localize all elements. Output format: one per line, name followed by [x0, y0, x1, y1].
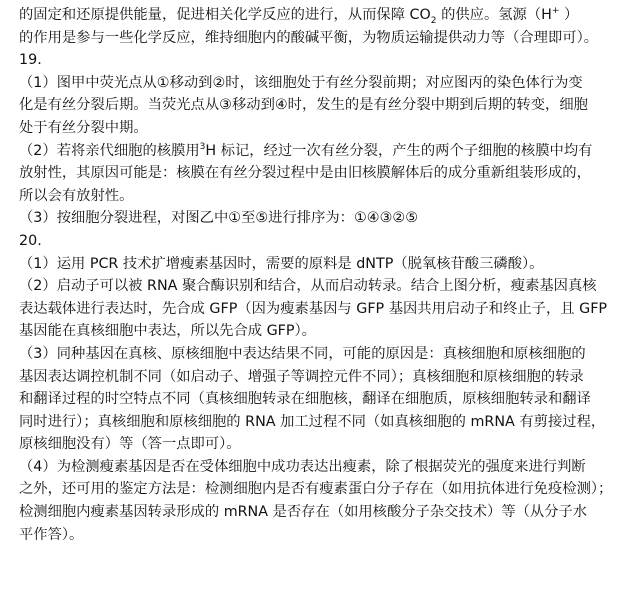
text-line: （1）运用 PCR 技术扩增瘦素基因时，需要的原料是 dNTP（脱氧核苷酸三磷酸）。	[19, 255, 544, 272]
text-line: 表达载体进行表达时，先合成 GFP（因为瘦素基因与 GFP 基因共用启动子和终止子，且 GFP	[19, 300, 608, 317]
superscript: +	[551, 6, 560, 17]
text-line: 检测细胞内瘦素基因转录形成的 mRNA 是否存在（如用核酸分子杂交技术）等（从分子水	[19, 504, 588, 521]
text-line: 基因表达调控机制不同（如启动子、增强子等调控元件不同）；真核细胞和原核细胞的转录	[19, 368, 584, 385]
text-line: （2）若将亲代细胞的核膜用$^3$H 标记，经过一次有丝分裂，产生的两个子细胞的核膜中均有	[19, 141, 593, 159]
continued-paragraph	[19, 4, 628, 49]
question-19	[19, 49, 628, 230]
text-line: 同时进行）；真核细胞和原核细胞的 RNA 加工过程不同（如真核细胞的 mRNA 有剪接过程，	[19, 413, 606, 430]
text-line: 和翻译过程的时空特点不同（真核细胞转录在细胞核，翻译在细胞质，原核细胞转录和翻译	[19, 391, 591, 408]
text-line: 处于有丝分裂中期。	[19, 119, 148, 136]
text-line: 化是有丝分裂后期。当荧光点从③移动到④时，发生的是有丝分裂中期到后期的转变，细胞	[19, 97, 588, 114]
text-line: 原核细胞没有）等（答一点即可）。	[19, 436, 241, 453]
text-line: （3）按细胞分裂进程，对图乙中①至⑤进行排序为：①④③②⑤	[19, 210, 419, 227]
text-line: 之外，还可用的鉴定方法是：检测细胞内是否有瘦素蛋白分子存在（如用抗体进行免疫检测）；	[19, 481, 613, 498]
subscript: 2	[430, 15, 437, 26]
superscript: 3	[199, 141, 206, 152]
text-line: （3）同种基因在真核、原核细胞中表达结果不同，可能的原因是：真核细胞和原核细胞的	[19, 345, 586, 362]
text-line: （2）启动子可以被 RNA 聚合酶识别和结合，从而启动转录。结合上图分析，瘦素基因真核	[19, 278, 597, 295]
text-line: 所以会有放射性。	[19, 187, 134, 204]
question-number: 19.	[19, 52, 42, 69]
text-line: （1）图甲中荧光点从①移动到②时，该细胞处于有丝分裂前期；对应图丙的染色体行为变	[19, 74, 583, 91]
text-line: 的固定和还原提供能量，促进相关化学反应的进行，从而保障 $CO_2$ 的供应。氢源（H+ ）	[19, 6, 579, 26]
text-line: 基因能在真核细胞中表达，所以先合成 GFP）。	[19, 323, 316, 340]
question-number: 20.	[19, 232, 42, 249]
text-line: 的作用是参与一些化学反应，维持细胞内的酸碱平衡，为物质运输提供动力等（合理即可）。	[19, 29, 599, 46]
text-line: 平作答）。	[19, 526, 84, 543]
question-20	[19, 230, 628, 546]
text-line: 放射性，其原因可能是：核膜在有丝分裂过程中是由旧核膜解体后的成分重新组装形成的，	[19, 165, 591, 182]
text-line: （4）为检测瘦素基因是否在受体细胞中成功表达出瘦素，除了根据荧光的强度来进行判断	[19, 458, 586, 475]
